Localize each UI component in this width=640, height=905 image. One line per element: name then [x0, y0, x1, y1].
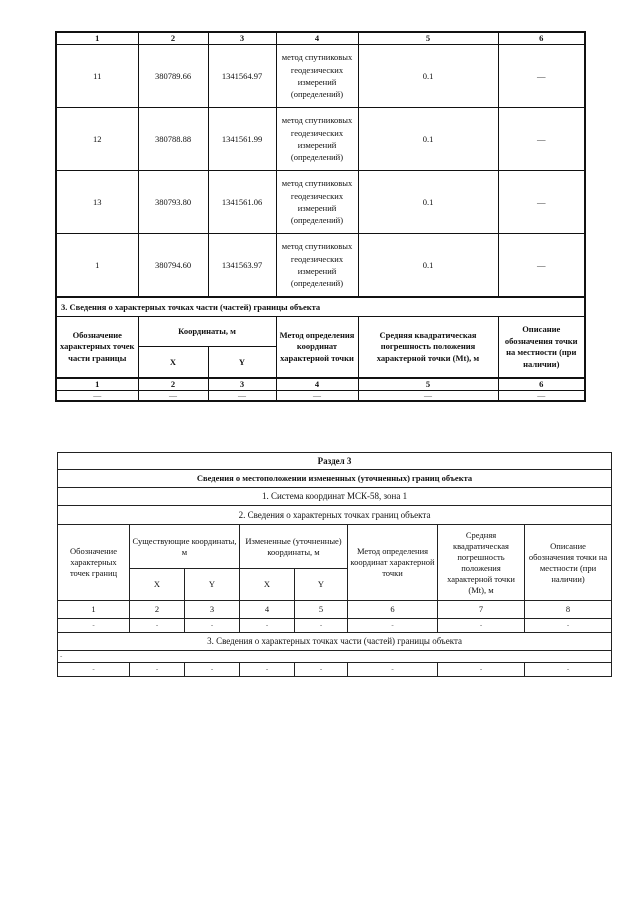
coord-y: 1341561.99	[208, 108, 276, 171]
dash-cell: —	[208, 391, 276, 402]
header-num: 2	[138, 378, 208, 391]
header-num: 5	[358, 378, 498, 391]
description-cell: —	[498, 45, 585, 108]
section-3-title: 3. Сведения о характерных точках части (частей) границы объекта	[58, 633, 612, 651]
x-header: X	[130, 569, 185, 601]
header-num: 3	[208, 32, 276, 45]
coord-y: 1341564.97	[208, 45, 276, 108]
changed-coords-header: Измененные (уточненные) координаты, м	[240, 525, 348, 569]
dash-cell: -	[58, 619, 130, 633]
header-num: 4	[276, 378, 358, 391]
table-row	[56, 171, 585, 234]
method-cell: метод спутниковых геодезических измерений (определений)	[276, 108, 358, 171]
coord-y: 1341561.06	[208, 171, 276, 234]
description-cell: —	[498, 171, 585, 234]
section-3-title: 3. Сведения о характерных точках части (частей) границы объекта	[56, 297, 585, 317]
dash-cell: -	[348, 619, 438, 633]
dash-cell: —	[138, 391, 208, 402]
empty-data-row	[58, 663, 612, 677]
empty-data-row	[58, 619, 612, 633]
coordinates-header: Координаты, м	[138, 317, 276, 347]
dash-cell: -	[438, 663, 525, 677]
point-id: 1	[56, 234, 138, 298]
dash-cell: -	[525, 663, 612, 677]
header-num: 3	[185, 601, 240, 619]
header-num: 5	[358, 32, 498, 45]
dash-cell: —	[276, 391, 358, 402]
y-header: Y	[208, 347, 276, 379]
header-num: 6	[498, 32, 585, 45]
header-num: 1	[56, 378, 138, 391]
y-header: Y	[185, 569, 240, 601]
column-header-row	[56, 317, 585, 347]
coord-x: 380794.60	[138, 234, 208, 298]
header-num: 2	[130, 601, 185, 619]
method-cell: метод спутниковых геодезических измерений (определений)	[276, 234, 358, 298]
header-num: 1	[56, 32, 138, 45]
description-cell: —	[498, 234, 585, 298]
dash-cell: -	[58, 663, 130, 677]
header-num: 7	[438, 601, 525, 619]
header-num: 5	[295, 601, 348, 619]
point-id: 11	[56, 45, 138, 108]
table-row	[56, 108, 585, 171]
section-3-row	[58, 633, 612, 651]
dash-cell: -	[130, 663, 185, 677]
header-num: 4	[276, 32, 358, 45]
section-title: Раздел 3	[58, 453, 612, 470]
coord-y: 1341563.97	[208, 234, 276, 298]
coordinate-system: 1. Система координат МСК-58, зона 1	[58, 488, 612, 506]
coord-x: 380789.66	[138, 45, 208, 108]
x-header: X	[240, 569, 295, 601]
coord-x: 380788.88	[138, 108, 208, 171]
coordinate-system-row	[58, 488, 612, 506]
dash-cell: -	[240, 663, 295, 677]
dash-cell: -	[185, 663, 240, 677]
section-3-numbers	[56, 378, 585, 391]
header-num: 2	[138, 32, 208, 45]
dash-cell: -	[295, 619, 348, 633]
dash-cell: -	[348, 663, 438, 677]
dash-cell: -	[185, 619, 240, 633]
dash-cell: -	[240, 619, 295, 633]
y-header: Y	[295, 569, 348, 601]
dash-cell: -	[130, 619, 185, 633]
dash-cell: -	[295, 663, 348, 677]
coord-x: 380793.80	[138, 171, 208, 234]
dash-cell: —	[56, 391, 138, 402]
accuracy-cell: 0.1	[358, 108, 498, 171]
accuracy-cell: 0.1	[358, 171, 498, 234]
dash-cell: -	[525, 619, 612, 633]
accuracy-cell: 0.1	[358, 234, 498, 298]
header-num: 6	[348, 601, 438, 619]
section-title-row	[58, 453, 612, 470]
empty-data-row	[56, 391, 585, 402]
description-cell: —	[498, 108, 585, 171]
dash-cell: —	[358, 391, 498, 402]
accuracy-cell: 0.1	[358, 45, 498, 108]
column-header-row	[58, 525, 612, 569]
description-header: Описание обозначения точки на местности (при наличии)	[498, 317, 585, 379]
empty-marker-row	[58, 651, 612, 663]
section-2-row	[58, 506, 612, 525]
table-row	[56, 234, 585, 298]
section-2-title: 2. Сведения о характерных точках границ объекта	[58, 506, 612, 525]
method-header: Метод определения координат характерной точки	[276, 317, 358, 379]
header-num: 6	[498, 378, 585, 391]
existing-coords-header: Существующие координаты, м	[130, 525, 240, 569]
section-subtitle: Сведения о местоположении измененных (уточненных) границ объекта	[58, 470, 612, 488]
accuracy-header: Средняя квадратическая погрешность положения характерной точки (Mt), м	[358, 317, 498, 379]
empty-marker: -	[58, 651, 612, 663]
designation-header: Обозначение характерных точек части границы	[56, 317, 138, 379]
boundary-points-table	[55, 31, 586, 402]
table-row	[56, 45, 585, 108]
point-id: 13	[56, 171, 138, 234]
column-numbers-row	[58, 601, 612, 619]
section-3-row	[56, 297, 585, 317]
method-cell: метод спутниковых геодезических измерений (определений)	[276, 45, 358, 108]
section-subtitle-row	[58, 470, 612, 488]
table-header-numbers	[56, 32, 585, 45]
header-num: 8	[525, 601, 612, 619]
method-header: Метод определения координат характерной точки	[348, 525, 438, 601]
designation-header: Обозначение характерных точек границ	[58, 525, 130, 601]
header-num: 4	[240, 601, 295, 619]
section-3-table	[57, 452, 612, 677]
point-id: 12	[56, 108, 138, 171]
method-cell: метод спутниковых геодезических измерений (определений)	[276, 171, 358, 234]
x-header: X	[138, 347, 208, 379]
dash-cell: —	[498, 391, 585, 402]
accuracy-header: Средняя квадратическая погрешность положения характерной точки (Mt), м	[438, 525, 525, 601]
header-num: 3	[208, 378, 276, 391]
description-header: Описание обозначения точки на местности (при наличии)	[525, 525, 612, 601]
dash-cell: -	[438, 619, 525, 633]
header-num: 1	[58, 601, 130, 619]
